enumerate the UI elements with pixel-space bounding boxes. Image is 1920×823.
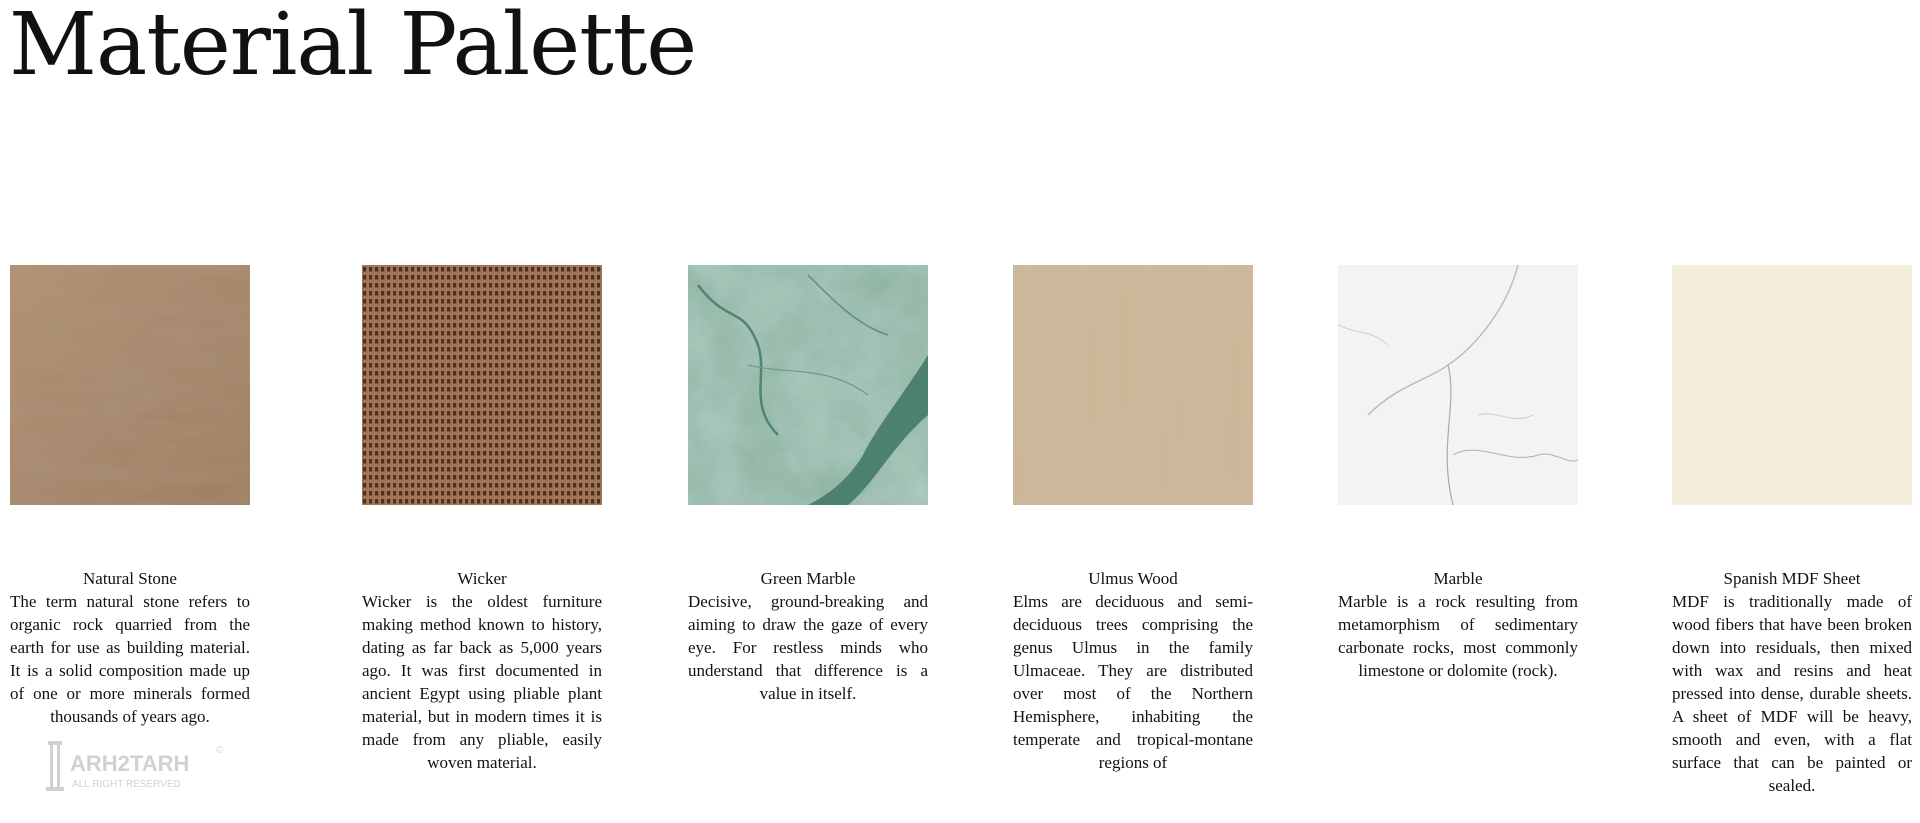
material-name: Spanish MDF Sheet xyxy=(1723,569,1861,588)
wicker-swatch xyxy=(362,265,602,505)
material-description: Marble is a rock resulting from metamorphism of sedimentary carbonate rocks, most commonly limestone or dolomite (rock). xyxy=(1338,592,1578,680)
natural-stone-swatch xyxy=(10,265,250,505)
material-description: Elms are deciduous and semi-deciduous trees comprising the genus Ulmus in the family Ulmaceae. They are distributed over most of the Northern Hemisphere, inhabiting the temperate and tropical-montane regions of xyxy=(1013,592,1253,772)
material-description: The term natural stone refers to organic rock quarried from the earth for use as building material. It is a solid composition made up of one or more minerals formed thousands of years ago. xyxy=(10,592,250,726)
material-description: Decisive, ground-breaking and aiming to draw the gaze of every eye. For restless minds who understand that difference is a value in itself. xyxy=(688,592,928,703)
material-description: Wicker is the oldest furniture making method known to history, dating as far back as 5,000 years ago. It was first documented in ancient Egypt using pliable plant material, but in modern times it is made from any pliable, easily woven material. xyxy=(362,592,602,772)
material-card-green-marble xyxy=(688,265,928,703)
watermark-logo xyxy=(40,735,230,795)
material-card-wicker xyxy=(362,265,602,772)
pillar-logo-icon xyxy=(40,735,230,795)
watermark-tagline: ALL RIGHT RESERVED xyxy=(72,779,181,790)
material-card-ulmus-wood xyxy=(1013,265,1253,772)
material-name: Wicker xyxy=(457,569,507,588)
mdf-sheet-swatch xyxy=(1672,265,1912,505)
material-name: Green Marble xyxy=(760,569,856,588)
material-name: Natural Stone xyxy=(83,569,177,588)
material-description: MDF is traditionally made of wood fibers that have been broken down into residuals, then mixed with wax and resins and heat pressed into dense, durable sheets. A sheet of MDF will be heavy, smooth and even, with a flat surface that can be painted or sealed. xyxy=(1672,592,1912,795)
material-name: Ulmus Wood xyxy=(1088,569,1178,588)
watermark-brand: ARH2TARH xyxy=(70,751,190,776)
material-card-marble xyxy=(1338,265,1578,680)
material-card-natural-stone xyxy=(10,265,250,726)
material-card-spanish-mdf-sheet xyxy=(1672,265,1912,795)
page-title: Material Palette xyxy=(9,0,697,95)
marble-swatch xyxy=(1338,265,1578,505)
green-marble-swatch xyxy=(688,265,928,505)
material-name: Marble xyxy=(1433,569,1483,588)
ulmus-wood-swatch xyxy=(1013,265,1253,505)
watermark-mark: © xyxy=(216,745,224,756)
